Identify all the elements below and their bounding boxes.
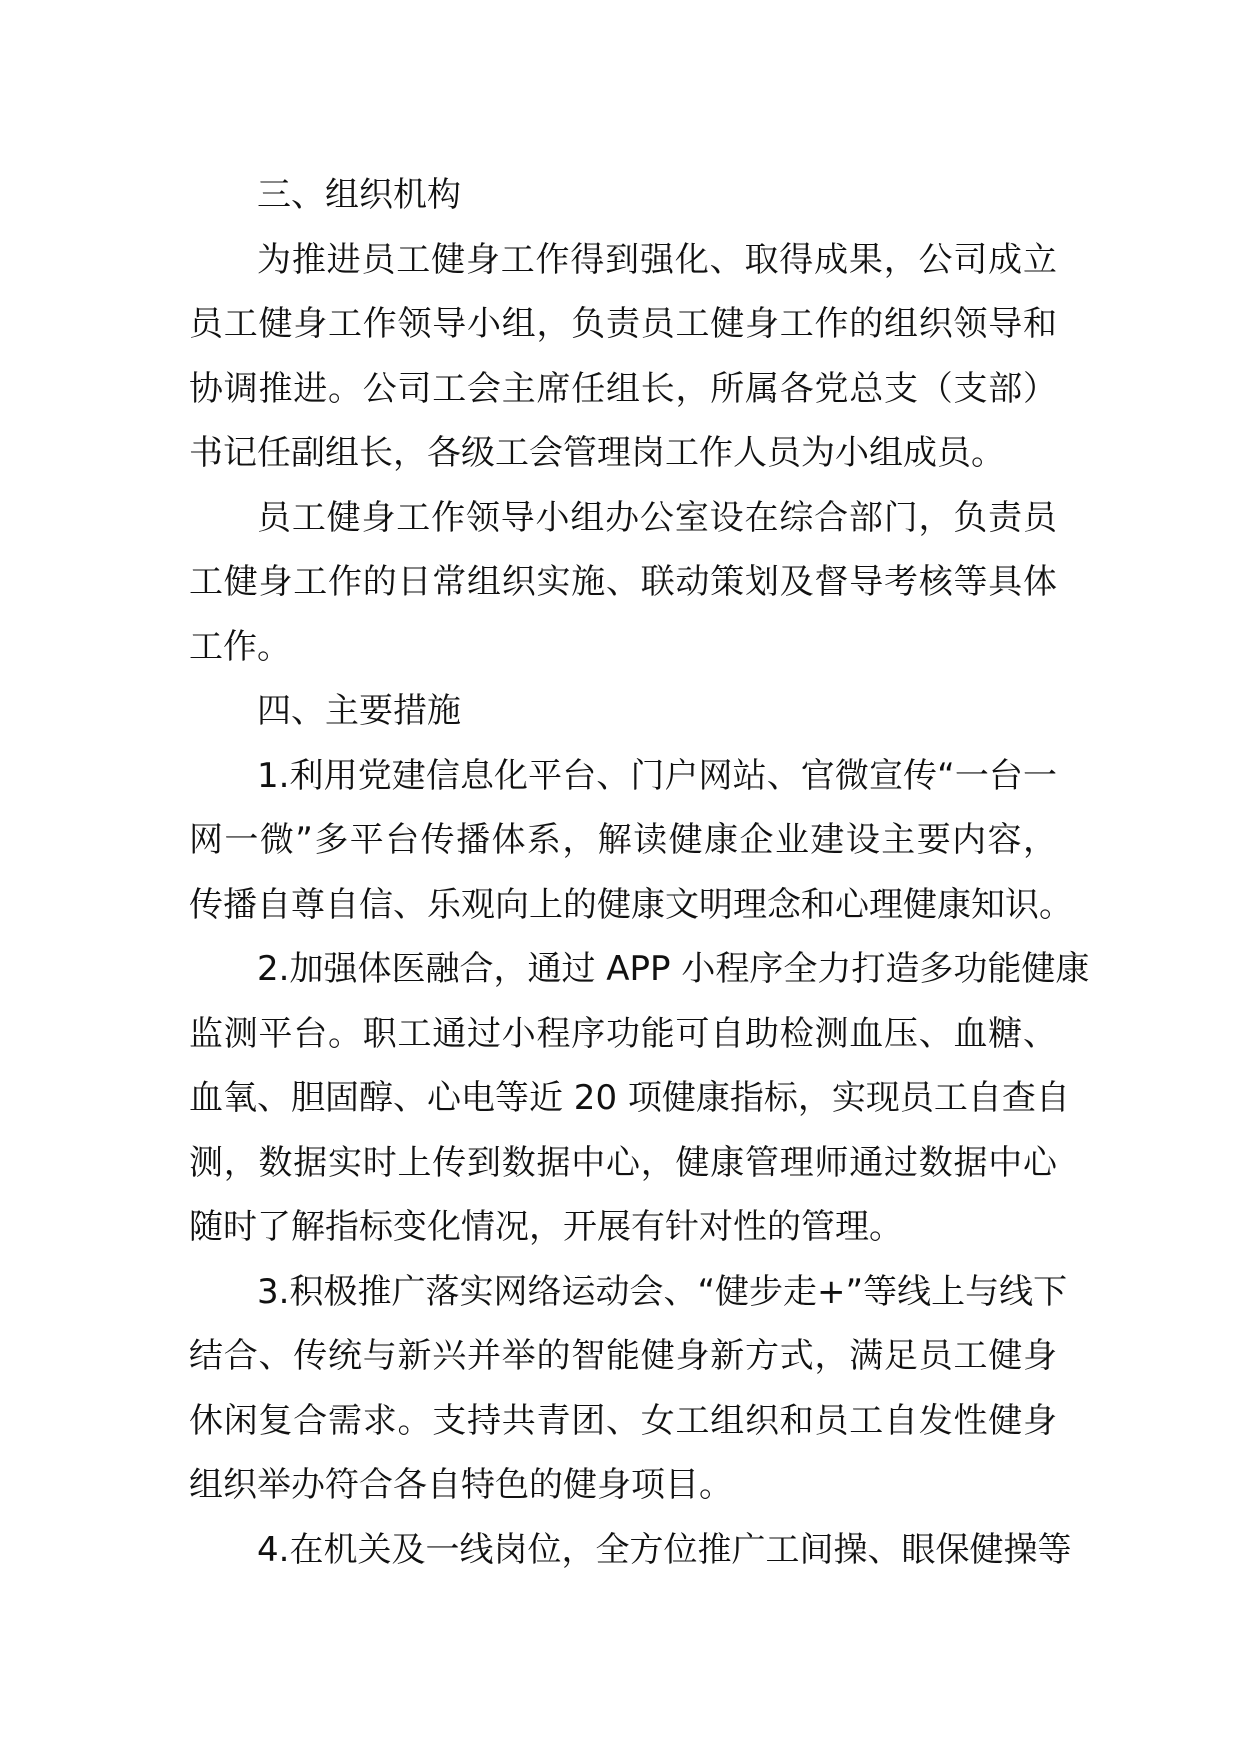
paragraph-line: 组织举办符合各自特色的健身项目。 xyxy=(189,1465,733,1505)
paragraph-line: 员工健身工作领导小组办公室设在综合部门，负责员 xyxy=(257,497,1057,538)
paragraph-line: 2.加强体医融合，通过 APP 小程序全力打造多功能健康 xyxy=(257,949,1090,989)
paragraph-line: 3.积极推广落实网络运动会、“健步走+”等线上与线下 xyxy=(257,1271,1068,1312)
paragraph-line: 员工健身工作领导小组，负责员工健身工作的组织领导和 xyxy=(189,304,1057,344)
paragraph-line: 工健身工作的日常组织实施、联动策划及督导考核等具体 xyxy=(189,562,1057,602)
paragraph-line: 结合、传统与新兴并举的智能健身新方式，满足员工健身 xyxy=(189,1336,1057,1376)
section-heading-measures: 四、主要措施 xyxy=(257,691,461,731)
paragraph-line: 血氧、胆固醇、心电等近 20 项健康指标，实现员工自查自 xyxy=(189,1078,1070,1118)
paragraph-line: 为推进员工健身工作得到强化、取得成果，公司成立 xyxy=(257,239,1057,280)
paragraph-line: 传播自尊自信、乐观向上的健康文明理念和心理健康知识。 xyxy=(189,884,1073,925)
paragraph-line: 书记任副组长，各级工会管理岗工作人员为小组成员。 xyxy=(189,433,1005,473)
paragraph-line: 休闲复合需求。支持共青团、女工组织和员工自发性健身 xyxy=(189,1400,1057,1441)
paragraph-line: 随时了解指标变化情况，开展有针对性的管理。 xyxy=(189,1207,903,1247)
paragraph-line: 监测平台。职工通过小程序功能可自助检测血压、血糖、 xyxy=(189,1013,1057,1054)
paragraph-line: 测，数据实时上传到数据中心，健康管理师通过数据中心 xyxy=(189,1142,1057,1183)
document-body xyxy=(189,163,1090,1582)
paragraph-line: 网一微”多平台传播体系，解读健康企业建设主要内容， xyxy=(189,820,1057,860)
paragraph-line: 1.利用党建信息化平台、门户网站、官微宣传“一台一 xyxy=(257,755,1057,796)
paragraph-line: 协调推进。公司工会主席任组长，所属各党总支（支部） xyxy=(189,368,1057,409)
paragraph-line: 工作。 xyxy=(189,626,291,667)
section-heading-organization: 三、组织机构 xyxy=(257,175,461,215)
paragraph-line: 4.在机关及一线岗位，全方位推广工间操、眼保健操等 xyxy=(257,1529,1072,1570)
